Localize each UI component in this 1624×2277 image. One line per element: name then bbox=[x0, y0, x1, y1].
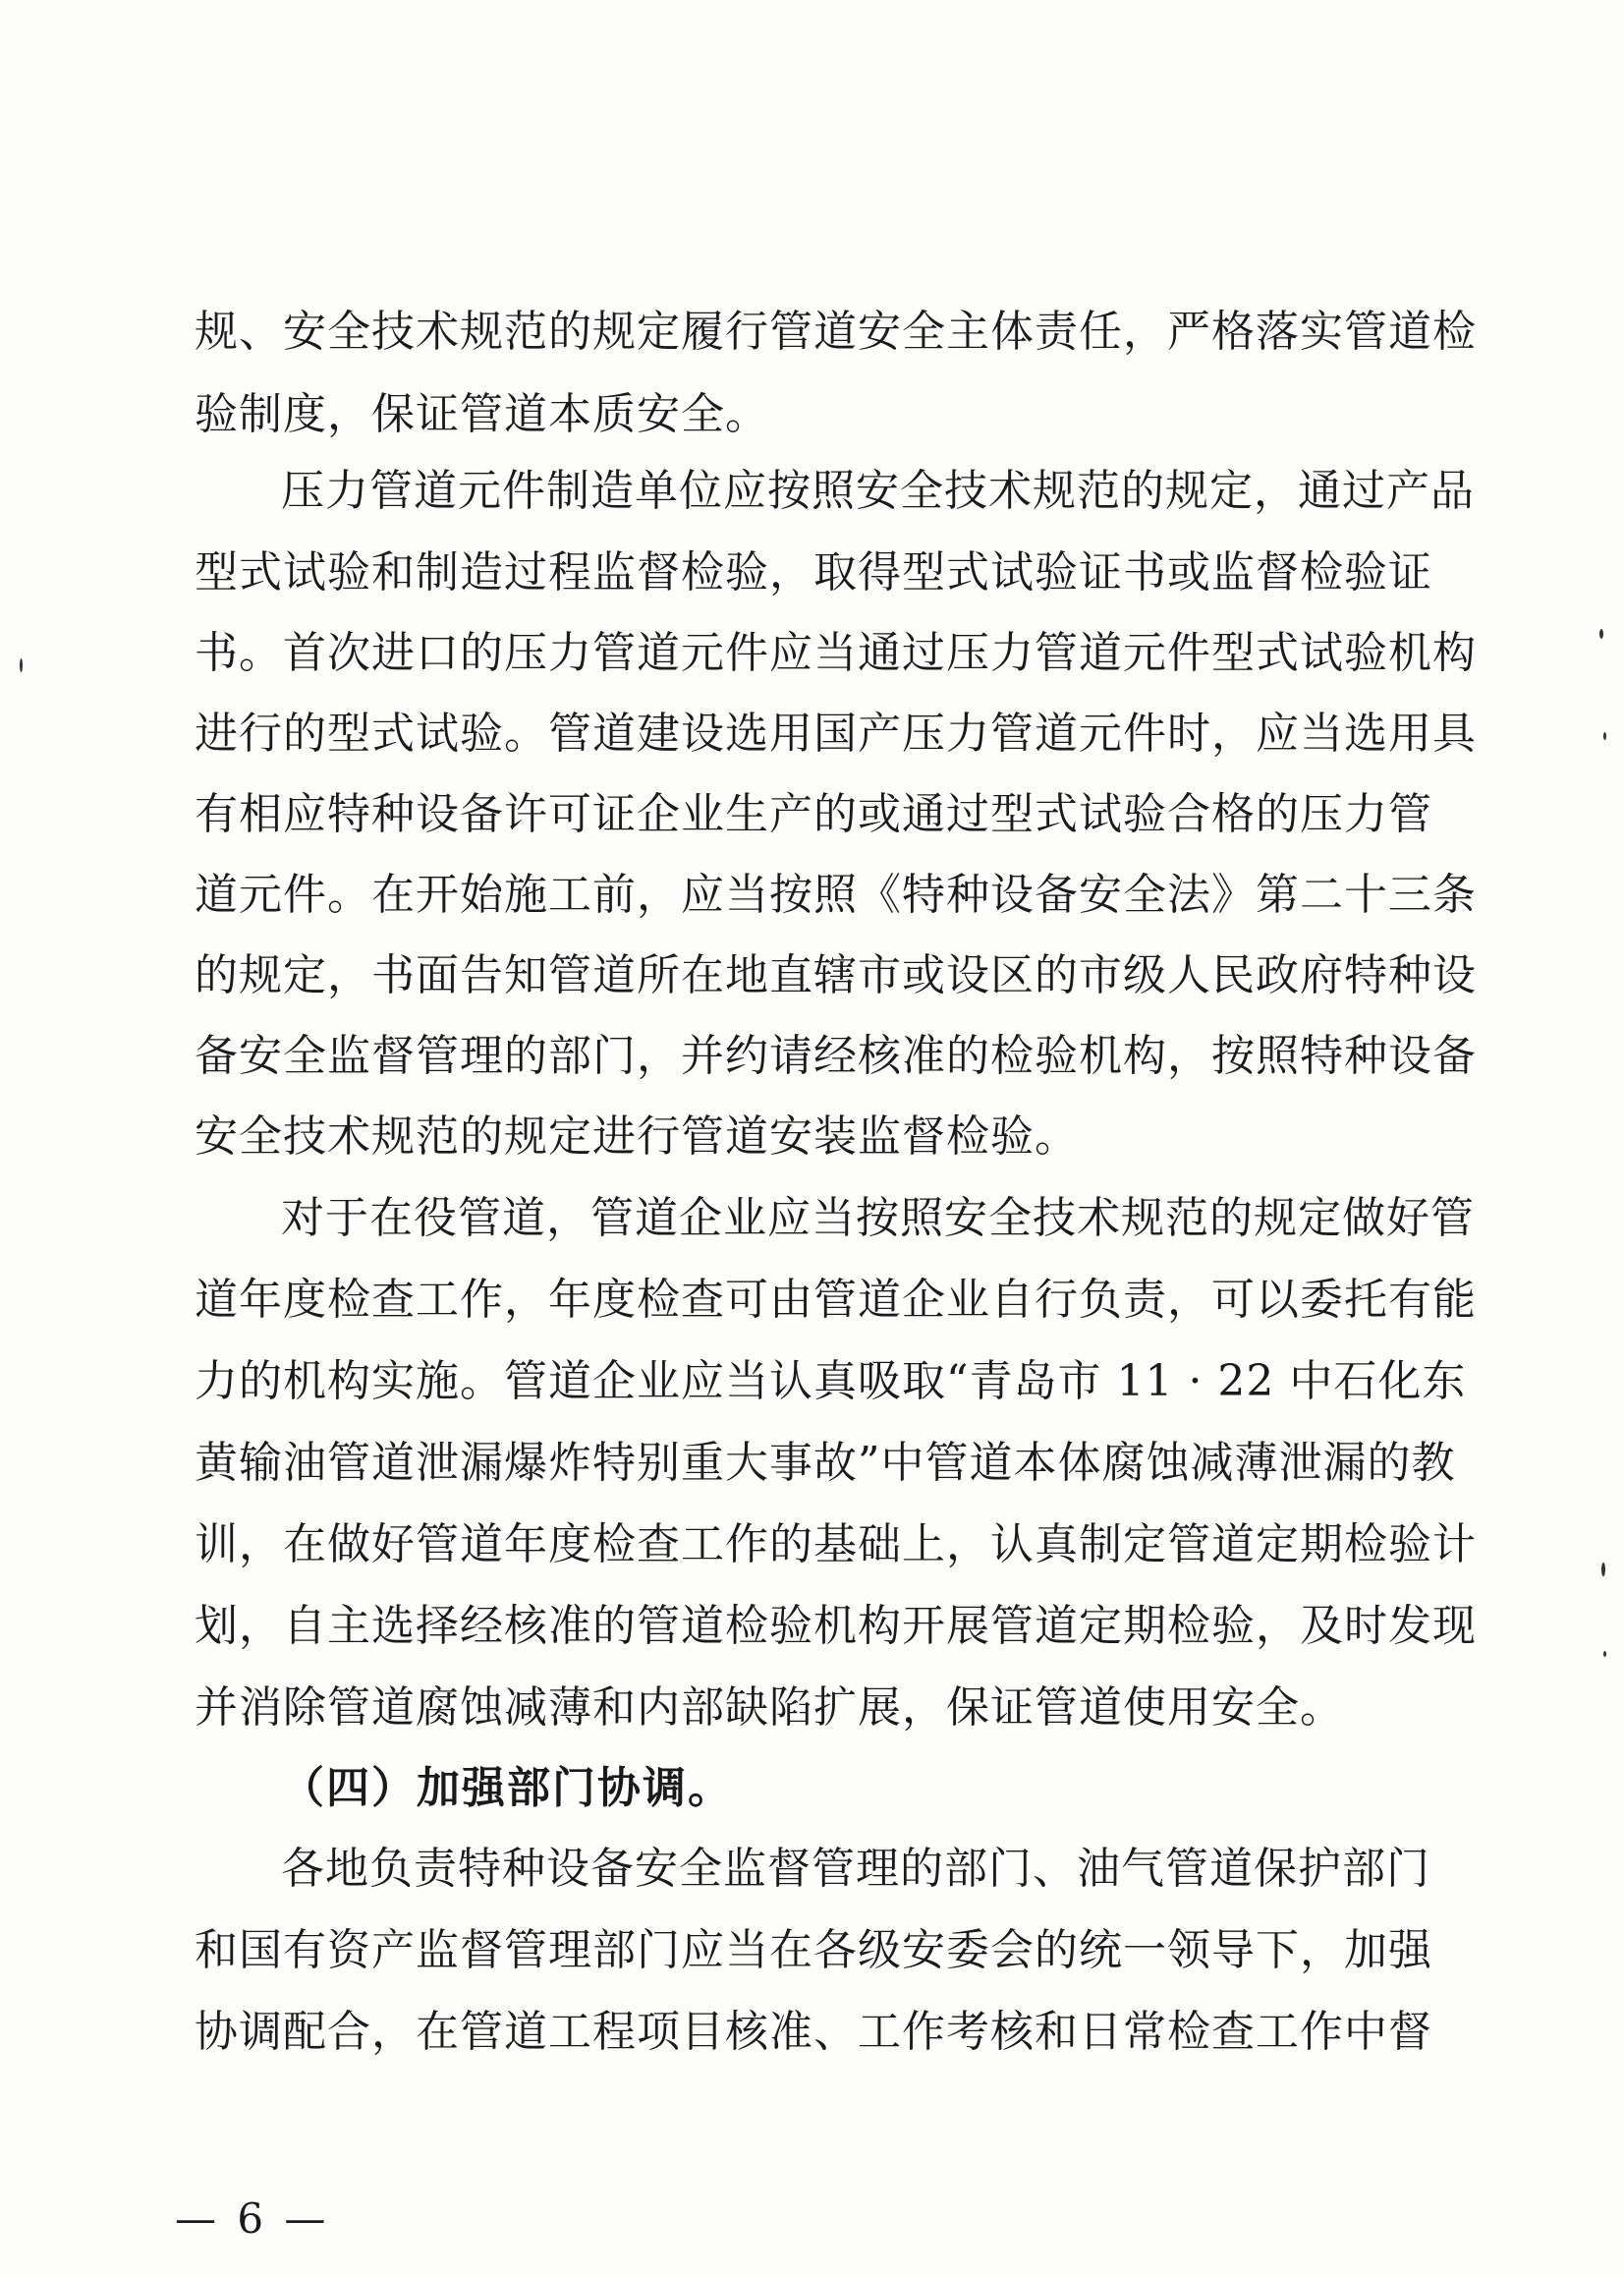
body-text-line: 各地负责特种设备安全监督管理的部门、油气管道保护部门 bbox=[281, 1844, 1430, 1894]
body-text-line: 安全技术规范的规定进行管道安装监督检验。 bbox=[195, 1111, 1079, 1162]
body-text-line: 并消除管道腐蚀减薄和内部缺陷扩展，保证管道使用安全。 bbox=[195, 1682, 1344, 1733]
body-text-line: 划，自主选择经核准的管道检验机构开展管道定期检验，及时发现 bbox=[195, 1601, 1477, 1651]
body-text-line: 训，在做好管道年度检查工作的基础上，认真制定管道定期检验计 bbox=[195, 1519, 1477, 1569]
body-text-line: 黄输油管道泄漏爆炸特别重大事故”中管道本体腐蚀减薄泄漏的教 bbox=[195, 1438, 1456, 1488]
page-number: — 6 — bbox=[175, 2194, 330, 2243]
body-text-line: 力的机构实施。管道企业应当认真吸取“青岛市 11 · 22 中石化东 bbox=[195, 1356, 1467, 1406]
scan-speck bbox=[1599, 629, 1603, 639]
scan-speck bbox=[1601, 1563, 1605, 1576]
section-heading: （四）加强部门协调。 bbox=[281, 1763, 733, 1813]
body-text-line: 道年度检查工作，年度检查可由管道企业自行负责，可以委托有能 bbox=[195, 1275, 1477, 1325]
body-text-line: 的规定，书面告知管道所在地直辖市或设区的市级人民政府特种设 bbox=[195, 950, 1477, 1000]
body-text-line: 对于在役管道，管道企业应当按照安全技术规范的规定做好管 bbox=[281, 1193, 1475, 1243]
body-text-line: 和国有资产监督管理部门应当在各级安委会的统一领导下，加强 bbox=[195, 1925, 1432, 1975]
body-text-line: 压力管道元件制造单位应按照安全技术规范的规定，通过产品 bbox=[281, 466, 1475, 516]
body-text-line: 规、安全技术规范的规定履行管道安全主体责任，严格落实管道检 bbox=[195, 307, 1477, 357]
body-text-line: 协调配合，在管道工程项目核准、工作考核和日常检查工作中督 bbox=[195, 2007, 1432, 2057]
body-text-line: 道元件。在开始施工前，应当按照《特种设备安全法》第二十三条 bbox=[195, 870, 1477, 920]
scan-speck bbox=[1603, 732, 1606, 740]
scan-speck bbox=[20, 658, 23, 672]
scan-speck bbox=[1603, 1651, 1606, 1657]
body-text-line: 有相应特种设备许可证企业生产的或通过型式试验合格的压力管 bbox=[195, 789, 1432, 839]
body-text-line: 备安全监督管理的部门，并约请经核准的检验机构，按照特种设备 bbox=[195, 1031, 1477, 1081]
body-text-line: 型式试验和制造过程监督检验，取得型式试验证书或监督检验证 bbox=[195, 547, 1432, 598]
body-text-line: 进行的型式试验。管道建设选用国产压力管道元件时，应当选用具 bbox=[195, 709, 1477, 759]
body-text-line: 书。首次进口的压力管道元件应当通过压力管道元件型式试验机构 bbox=[195, 628, 1477, 678]
body-text-line: 验制度，保证管道本质安全。 bbox=[195, 389, 769, 439]
